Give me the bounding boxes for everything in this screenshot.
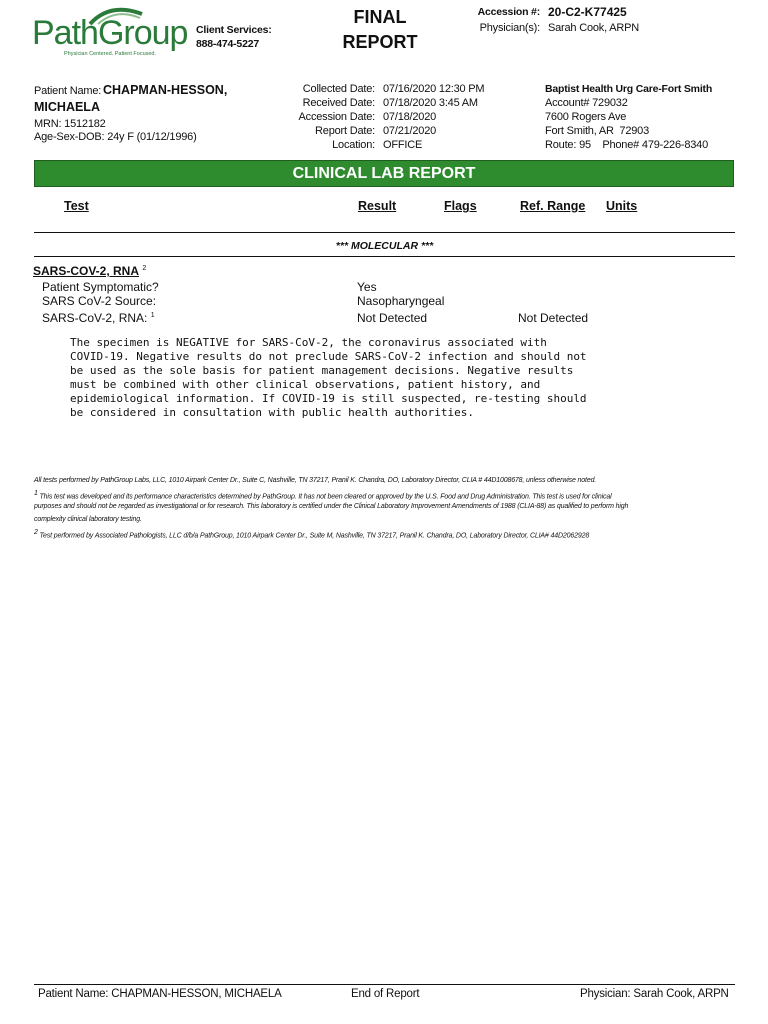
patient-name-line2: MICHAELA bbox=[34, 100, 100, 114]
test-name-text: SARS-COV-2, RNA bbox=[33, 264, 140, 278]
result-label: Patient Symptomatic? bbox=[42, 280, 159, 294]
footnote-1-line2: purposes and should not be regarded as investigational or for research. This laboratory is certified under the Clinical Laboratory Improvement Amendments of 1988 (CLIA-88) as qualified to perform high bbox=[34, 503, 629, 510]
column-header-units: Units bbox=[606, 199, 638, 213]
patient-name-line1: CHAPMAN-HESSON, bbox=[103, 83, 228, 97]
patient-age-sex-dob: Age-Sex-DOB: 24y F (01/12/1996) bbox=[34, 131, 197, 143]
facility-route-phone: Route: 95 Phone# 479-226-8340 bbox=[545, 139, 709, 151]
facility-address2: Fort Smith, AR 72903 bbox=[545, 125, 650, 137]
comment-line: COVID-19. Negative results do not preclude SARS-CoV-2 infection and should not bbox=[70, 350, 587, 363]
footnote-1-line3: complexity clinical laboratory testing. bbox=[34, 516, 142, 523]
footnote-2-number: 2 bbox=[34, 529, 38, 536]
comment-line: must be combined with other clinical observations, patient history, and bbox=[70, 378, 541, 391]
comment-line: be used as the sole basis for patient management decisions. Negative results bbox=[70, 364, 574, 377]
divider-top bbox=[34, 232, 735, 233]
client-services-phone: 888-474-5227 bbox=[196, 38, 259, 50]
facility-account: Account# 729032 bbox=[545, 97, 628, 109]
collected-date-label: Collected Date: bbox=[302, 83, 375, 95]
result-ref-range: Not Detected bbox=[518, 311, 589, 325]
patient-mrn: MRN: 1512182 bbox=[34, 118, 106, 130]
report-date-value: 07/21/2020 bbox=[383, 125, 437, 137]
accession-number: 20-C2-K77425 bbox=[548, 5, 627, 19]
result-label bbox=[42, 311, 155, 325]
accession-date-value: 07/18/2020 bbox=[383, 111, 437, 123]
physician-name: Sarah Cook, ARPN bbox=[548, 22, 639, 34]
report-title-final: FINAL bbox=[353, 7, 407, 27]
footer-divider bbox=[34, 984, 735, 985]
footnote-general: All tests performed by PathGroup Labs, LLC, 1010 Airpark Center Dr., Suite C, Nashville, TN 37217, Pranil K. Chandra, DO, Laboratory Director, CLIA # 44D1008678, unless otherwise noted. bbox=[34, 477, 597, 484]
accession-date-label: Accession Date: bbox=[298, 111, 375, 123]
comment-line: be considered in consultation with public health authorities. bbox=[70, 406, 474, 419]
test-name bbox=[33, 264, 146, 278]
physician-label: Physician(s): bbox=[479, 22, 540, 34]
footer-end-of-report: End of Report bbox=[351, 988, 420, 1000]
divider-section bbox=[34, 256, 735, 257]
result-value: Yes bbox=[357, 280, 377, 294]
client-services-label: Client Services: bbox=[196, 24, 272, 36]
report-date-label: Report Date: bbox=[315, 125, 375, 137]
patient-name-label: Patient Name: bbox=[34, 85, 102, 97]
facility-address1: 7600 Rogers Ave bbox=[545, 111, 627, 123]
facility-name: Baptist Health Urg Care-Fort Smith bbox=[545, 83, 713, 95]
column-header-result: Result bbox=[358, 199, 397, 213]
section-molecular: *** MOLECULAR *** bbox=[335, 240, 434, 252]
result-value: Nasopharyngeal bbox=[357, 294, 445, 308]
location-label: Location: bbox=[332, 139, 375, 151]
footnote-2-text: Test performed by Associated Pathologists, LLC d/b/a PathGroup, 1010 Airpark Center Dr., Suite M, Nashville, TN 37217, Pranil K. Chandra, DO, Laboratory Director, CLIA# 44D2062928 bbox=[39, 532, 590, 540]
result-value: Not Detected bbox=[357, 311, 428, 325]
footnote-2 bbox=[34, 529, 628, 542]
comment-line: epidemiological information. If COVID-19 is still suspected, re-testing should bbox=[70, 392, 587, 405]
footnote-1-line1 bbox=[34, 490, 628, 503]
logo-tagline: Physician Centered. Patient Focused. bbox=[64, 51, 157, 57]
clinical-lab-report-banner: CLINICAL LAB REPORT bbox=[34, 160, 734, 187]
footer-physician: Physician: Sarah Cook, ARPN bbox=[580, 988, 729, 1000]
accession-label: Accession #: bbox=[477, 6, 540, 18]
test-name-footnote-ref: 2 bbox=[142, 265, 147, 272]
report-title-report: REPORT bbox=[342, 32, 418, 52]
comment-line: The specimen is NEGATIVE for SARS-CoV-2, the coronavirus associated with bbox=[70, 336, 547, 349]
location-value: OFFICE bbox=[383, 139, 423, 151]
collected-date-value: 07/16/2020 12:30 PM bbox=[383, 83, 485, 95]
footer-patient-name: Patient Name: CHAPMAN-HESSON, MICHAELA bbox=[38, 988, 282, 1000]
column-header-ref-range: Ref. Range bbox=[520, 199, 586, 213]
result-label-text: SARS-CoV-2, RNA: bbox=[42, 311, 148, 325]
column-header-flags: Flags bbox=[444, 199, 477, 213]
result-label-footnote-ref: 1 bbox=[150, 312, 155, 319]
footnote-1-number: 1 bbox=[34, 490, 38, 497]
received-date-value: 07/18/2020 3:45 AM bbox=[383, 97, 478, 109]
footnotes bbox=[34, 477, 628, 542]
result-label: SARS CoV-2 Source: bbox=[42, 294, 157, 308]
column-header-test: Test bbox=[64, 199, 89, 213]
received-date-label: Received Date: bbox=[302, 97, 375, 109]
result-comment bbox=[70, 336, 587, 420]
logo-text: PathGroup bbox=[32, 14, 188, 52]
footnote-1-text: This test was developed and its performance characteristics determined by PathGroup. It has not been cleared or approved by the U.S. Food and Drug Administration. This test is used for clinical bbox=[39, 493, 612, 501]
